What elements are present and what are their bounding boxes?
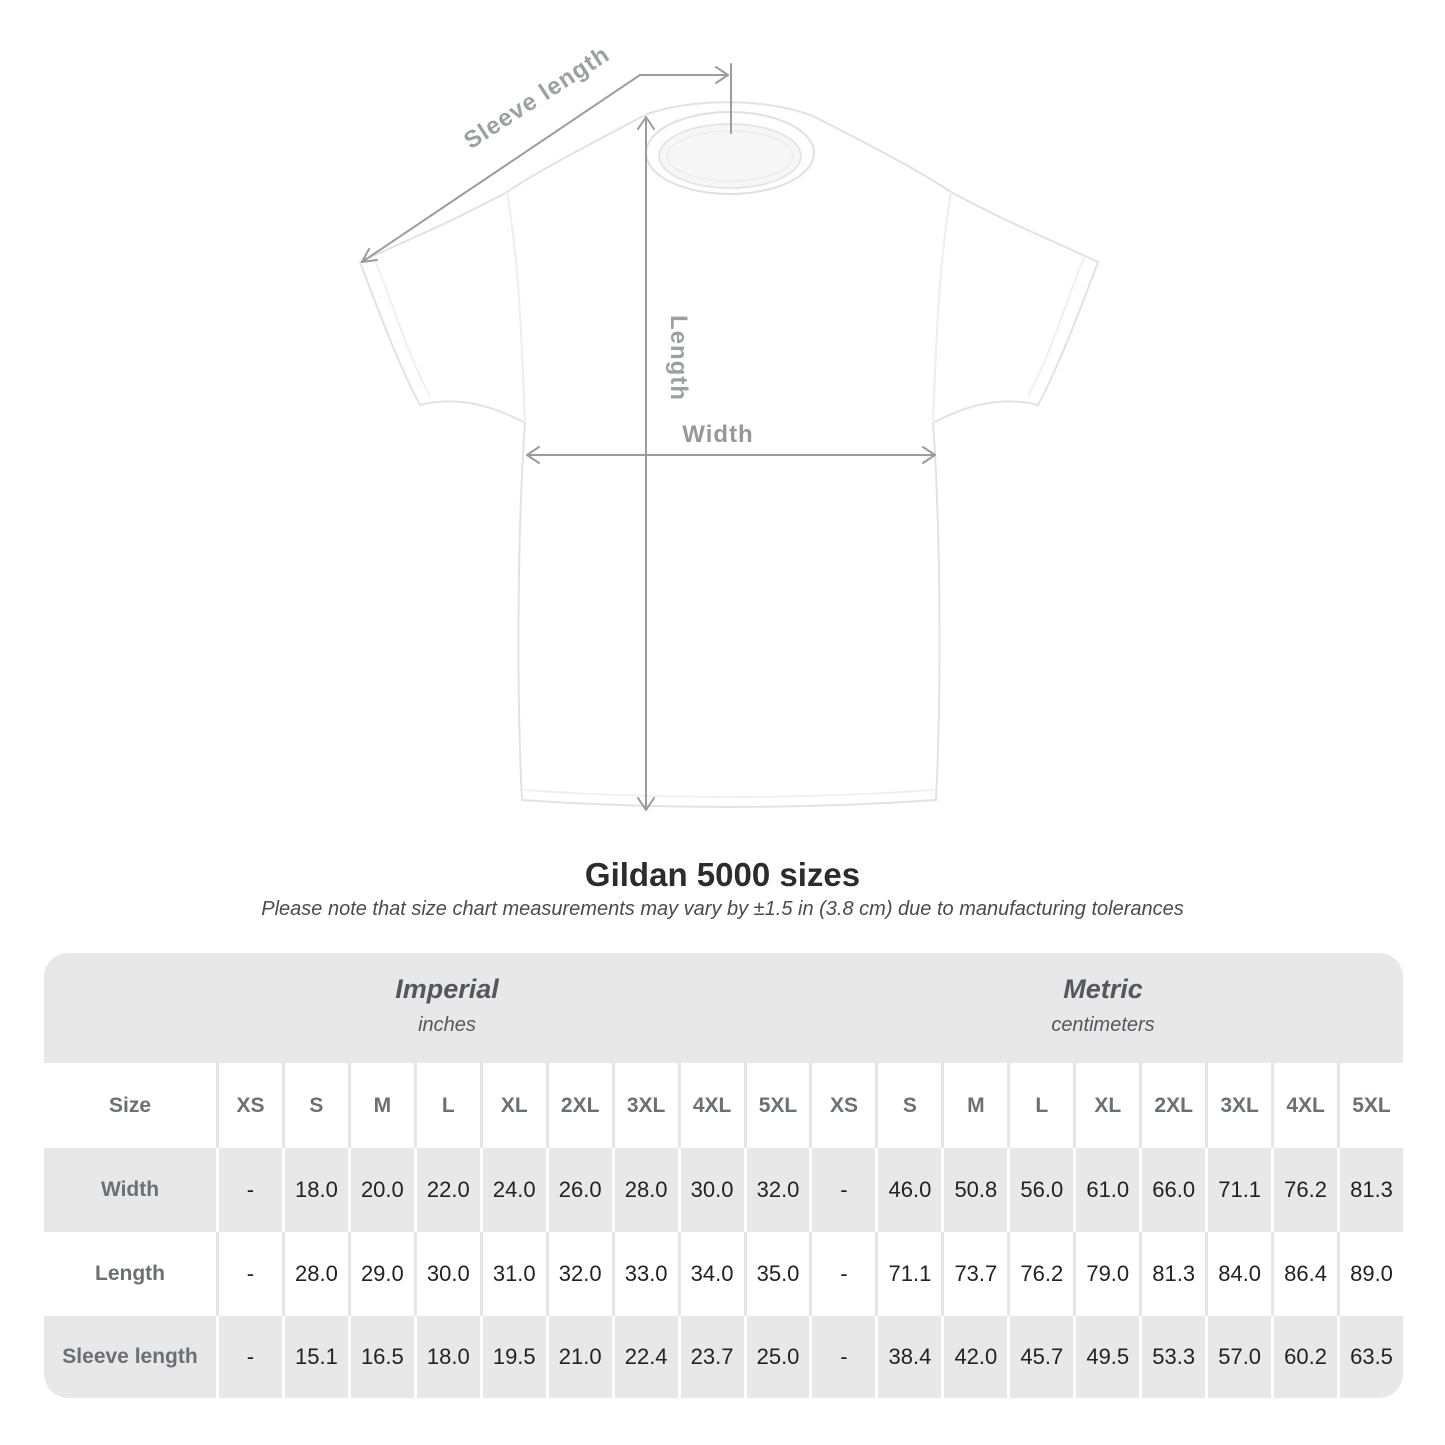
row-label: Width (100, 1178, 160, 1201)
value-cell: - (809, 1232, 875, 1316)
value-cell: 32.0 (546, 1232, 612, 1316)
metric-header (1051, 953, 1154, 1037)
value-cell: 53.3 (1139, 1316, 1205, 1398)
value-cell: 38.4 (875, 1316, 941, 1398)
size-header: 4XL (678, 1063, 744, 1148)
value-cell: 19.5 (480, 1316, 546, 1398)
size-header: 4XL (1271, 1063, 1337, 1148)
measurement-row (44, 1232, 1403, 1316)
value-cell: 26.0 (546, 1148, 612, 1232)
value-cell: 15.1 (282, 1316, 348, 1398)
value-cell: 76.2 (1007, 1232, 1073, 1316)
size-header: 3XL (612, 1063, 678, 1148)
width-label: Width (682, 421, 754, 448)
size-header: 3XL (1205, 1063, 1271, 1148)
measurement-row (44, 1148, 1403, 1232)
size-header: XL (1073, 1063, 1139, 1148)
size-header-row (44, 1063, 1403, 1148)
value-cell: 60.2 (1271, 1316, 1337, 1398)
size-header: 2XL (546, 1063, 612, 1148)
value-cell: - (216, 1232, 282, 1316)
value-cell: 49.5 (1073, 1316, 1139, 1398)
value-cell: 28.0 (612, 1148, 678, 1232)
size-header: XS (216, 1063, 282, 1148)
size-header: S (875, 1063, 941, 1148)
size-header: 2XL (1139, 1063, 1205, 1148)
value-cell: 89.0 (1337, 1232, 1403, 1316)
value-cell: 86.4 (1271, 1232, 1337, 1316)
value-cell: 81.3 (1337, 1148, 1403, 1232)
value-cell: 42.0 (941, 1316, 1007, 1398)
imperial-unit: inches (418, 1014, 476, 1036)
size-header: XS (809, 1063, 875, 1148)
metric-label: Metric (1063, 974, 1143, 1004)
collar-opening (659, 124, 801, 188)
row-label: Length (95, 1262, 165, 1285)
page-subtitle: Please note that size chart measurements may vary by ±1.5 in (3.8 cm) due to manufacturing tolerances (261, 898, 1184, 920)
value-cell: 79.0 (1073, 1232, 1139, 1316)
value-cell: 20.0 (348, 1148, 414, 1232)
size-header: S (282, 1063, 348, 1148)
size-header: XL (480, 1063, 546, 1148)
value-cell: 18.0 (414, 1316, 480, 1398)
value-cell: - (216, 1148, 282, 1232)
value-cell: 24.0 (480, 1148, 546, 1232)
value-cell: 63.5 (1337, 1316, 1403, 1398)
value-cell: 25.0 (744, 1316, 810, 1398)
value-cell: 46.0 (875, 1148, 941, 1232)
size-header: M (348, 1063, 414, 1148)
size-header: L (414, 1063, 480, 1148)
value-cell: 30.0 (678, 1148, 744, 1232)
value-cell: 22.0 (414, 1148, 480, 1232)
value-cell: 18.0 (282, 1148, 348, 1232)
size-table (44, 953, 1403, 1398)
size-corner-header: Size (108, 1093, 152, 1117)
value-cell: 76.2 (1271, 1148, 1337, 1232)
value-cell: 66.0 (1139, 1148, 1205, 1232)
table-body (44, 1148, 1403, 1398)
value-cell: - (809, 1316, 875, 1398)
value-cell: 32.0 (744, 1148, 810, 1232)
value-cell: 56.0 (1007, 1148, 1073, 1232)
row-label: Sleeve length (62, 1345, 198, 1368)
imperial-header (395, 953, 499, 1037)
value-cell: 21.0 (546, 1316, 612, 1398)
value-cell: 71.1 (875, 1232, 941, 1316)
value-cell: - (809, 1148, 875, 1232)
value-cell: 33.0 (612, 1232, 678, 1316)
imperial-label: Imperial (395, 974, 499, 1004)
value-cell: 16.5 (348, 1316, 414, 1398)
value-cell: 35.0 (744, 1232, 810, 1316)
value-cell: 28.0 (282, 1232, 348, 1316)
value-cell: 84.0 (1205, 1232, 1271, 1316)
size-header: 5XL (1337, 1063, 1403, 1148)
value-cell: 61.0 (1073, 1148, 1139, 1232)
unit-header-band (44, 953, 1403, 1063)
value-cell: 34.0 (678, 1232, 744, 1316)
size-header: L (1007, 1063, 1073, 1148)
value-cell: 30.0 (414, 1232, 480, 1316)
value-cell: 73.7 (941, 1232, 1007, 1316)
length-label: Length (665, 315, 692, 401)
value-cell: 50.8 (941, 1148, 1007, 1232)
size-header: M (941, 1063, 1007, 1148)
value-cell: 57.0 (1205, 1316, 1271, 1398)
value-cell: 29.0 (348, 1232, 414, 1316)
size-header: 5XL (744, 1063, 810, 1148)
value-cell: 22.4 (612, 1316, 678, 1398)
value-cell: - (216, 1316, 282, 1398)
metric-unit: centimeters (1051, 1014, 1155, 1036)
measurement-row (44, 1316, 1403, 1398)
page-title: Gildan 5000 sizes (584, 856, 861, 893)
sleeve-length-label: Sleeve length (459, 40, 615, 155)
value-cell: 71.1 (1205, 1148, 1271, 1232)
value-cell: 45.7 (1007, 1316, 1073, 1398)
value-cell: 81.3 (1139, 1232, 1205, 1316)
value-cell: 31.0 (480, 1232, 546, 1316)
value-cell: 23.7 (678, 1316, 744, 1398)
